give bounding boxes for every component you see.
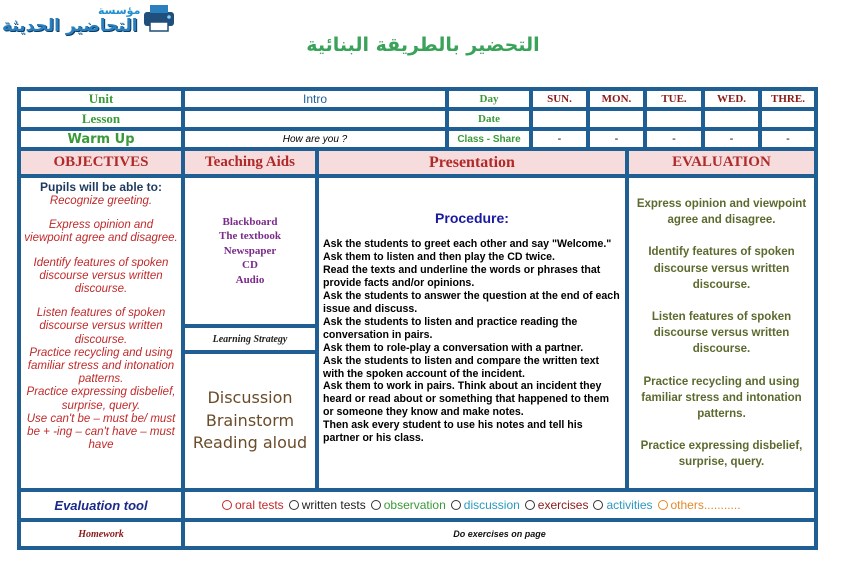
learning-strategy-list [193,387,307,455]
day-mon: MON. [588,89,645,109]
procedure-step: Ask them to role-play a conversation with a partner. [323,341,584,354]
procedure-step: Ask them to work in pairs. Think about an incident they heard or read about or something that happened to them or someone they know and make notes. [323,380,610,419]
eval-option-activities[interactable] [590,498,652,512]
objectives-cell [19,176,183,490]
evaluation-tool-label: Evaluation tool [19,490,183,520]
radio-icon[interactable] [451,500,461,510]
learning-strategy-cell [183,352,317,490]
objectives-intro: Pupils will be able to: [39,180,162,194]
warmup-value: How are you ? [183,129,447,149]
day-label: Day [447,89,531,109]
procedure-step: Then ask every student to use his notes and tell his partner or his class. [323,419,583,445]
procedure-steps [323,238,621,445]
class-thu: - [760,129,816,149]
homework-value: Do exercises on page [183,520,816,548]
eval-option-written-tests[interactable] [286,498,366,512]
evaluation-item: Express opinion and viewpoint agree and disagree. [636,198,807,227]
eval-option-label: exercises [537,498,589,512]
homework-label: Homework [19,520,183,548]
class-tue: - [645,129,703,149]
evaluation-item: Practice recycling and using familiar stress and intonation patterns. [641,375,802,421]
teaching-aids-header: Teaching Aids [183,149,317,176]
day-wed: WED. [703,89,760,109]
procedure-step: Ask the students to listen and compare the written text with the spoken account of the incident. [323,354,600,380]
logo-main-text: التحاضير الحديثة [2,16,138,36]
evaluation-item: Practice expressing disbelief, surprise, query. [640,440,803,469]
date-label: Date [447,109,531,129]
day-tue: TUE. [645,89,703,109]
day-sun: SUN. [531,89,588,109]
eval-option-others[interactable] [655,498,741,512]
class-sun: - [531,129,588,149]
class-wed: - [703,129,760,149]
logo-top-text: مؤسسة [98,4,141,17]
date-tue[interactable] [645,109,703,129]
objective-item: Express opinion and viewpoint agree and disagree. [24,219,178,245]
printer-icon [140,2,178,34]
page-title: التحضير بالطريقة البنائية [306,34,540,56]
eval-option-label: discussion [463,498,520,512]
procedure-heading: Procedure: [435,210,509,226]
eval-option-discussion[interactable] [448,498,520,512]
teaching-aid-item: Blackboard [222,215,278,228]
class-mon: - [588,129,645,149]
teaching-aids-list [219,215,281,288]
procedure-step: Ask the students to answer the question at the end of each issue and discuss. [323,289,620,315]
teaching-aid-item: CD [242,259,258,272]
date-mon[interactable] [588,109,645,129]
eval-option-observation[interactable] [368,498,446,512]
evaluation-cell [627,176,816,490]
date-wed[interactable] [703,109,760,129]
unit-label: Unit [19,89,183,109]
strategy-item: Reading aloud [192,433,308,453]
objective-item: Listen features of spoken discourse versus written discourse. [36,307,166,346]
class-label: Class - Share [447,129,531,149]
objectives-list [24,195,178,452]
evaluation-item: Identify features of spoken discourse versus written discourse. [648,246,795,291]
lesson-label: Lesson [19,109,183,129]
objective-item: Identify features of spoken discourse versus written discourse. [33,256,169,296]
objective-item: Practice expressing disbelief, surprise, query. [26,386,176,412]
eval-option-label: others........... [670,498,741,512]
unit-value: Intro [183,89,447,109]
eval-option-label: oral tests [235,498,284,512]
eval-option-label: observation [383,498,446,512]
procedure-step: Read the texts and underline the words or phrases that provide facts and/or opinions. [323,263,601,289]
eval-option-oral-tests[interactable] [219,498,284,512]
radio-icon[interactable] [593,500,603,510]
warmup-label: Warm Up [19,129,183,149]
evaluation-tool-options [183,490,816,520]
logo [0,0,180,46]
eval-option-exercises[interactable] [522,498,589,512]
objective-item: Practice recycling and using familiar stress and intonation patterns. [27,346,175,386]
day-thu: THRE. [760,89,816,109]
radio-icon[interactable] [289,500,299,510]
learning-strategy-label: Learning Strategy [183,326,317,352]
date-thu[interactable] [760,109,816,129]
teaching-aid-item: Audio [235,273,265,286]
presentation-cell [317,176,627,490]
radio-icon[interactable] [658,500,668,510]
strategy-item: Brainstorm [205,410,295,430]
radio-icon[interactable] [525,500,535,510]
evaluation-item: Listen features of spoken discourse versus written discourse. [651,311,792,356]
objective-item: Recognize greeting. [49,195,153,207]
radio-icon[interactable] [371,500,381,510]
presentation-header: Presentation [317,149,627,176]
evaluation-header: EVALUATION [627,149,816,176]
eval-option-label: written tests [301,498,366,512]
objective-item: Use can't be – must be/ must be + -ing – can't have – must have [26,412,176,452]
procedure-step: Ask the students to greet each other and say "Welcome." [323,238,612,250]
lesson-value[interactable] [183,109,447,129]
radio-icon[interactable] [222,500,232,510]
procedure-step: Ask them to listen and then play the CD twice. [323,250,555,263]
date-sun[interactable] [531,109,588,129]
teaching-aid-item: Newspaper [223,244,277,257]
teaching-aid-item: The textbook [218,230,282,243]
procedure-step: Ask the students to listen and practice reading the conversation in pairs. [323,315,578,341]
strategy-item: Discussion [207,388,293,408]
teaching-aids-cell [183,176,317,326]
evaluation-list [632,196,811,471]
objectives-header: OBJECTIVES [19,149,183,176]
eval-option-label: activities [606,498,653,512]
